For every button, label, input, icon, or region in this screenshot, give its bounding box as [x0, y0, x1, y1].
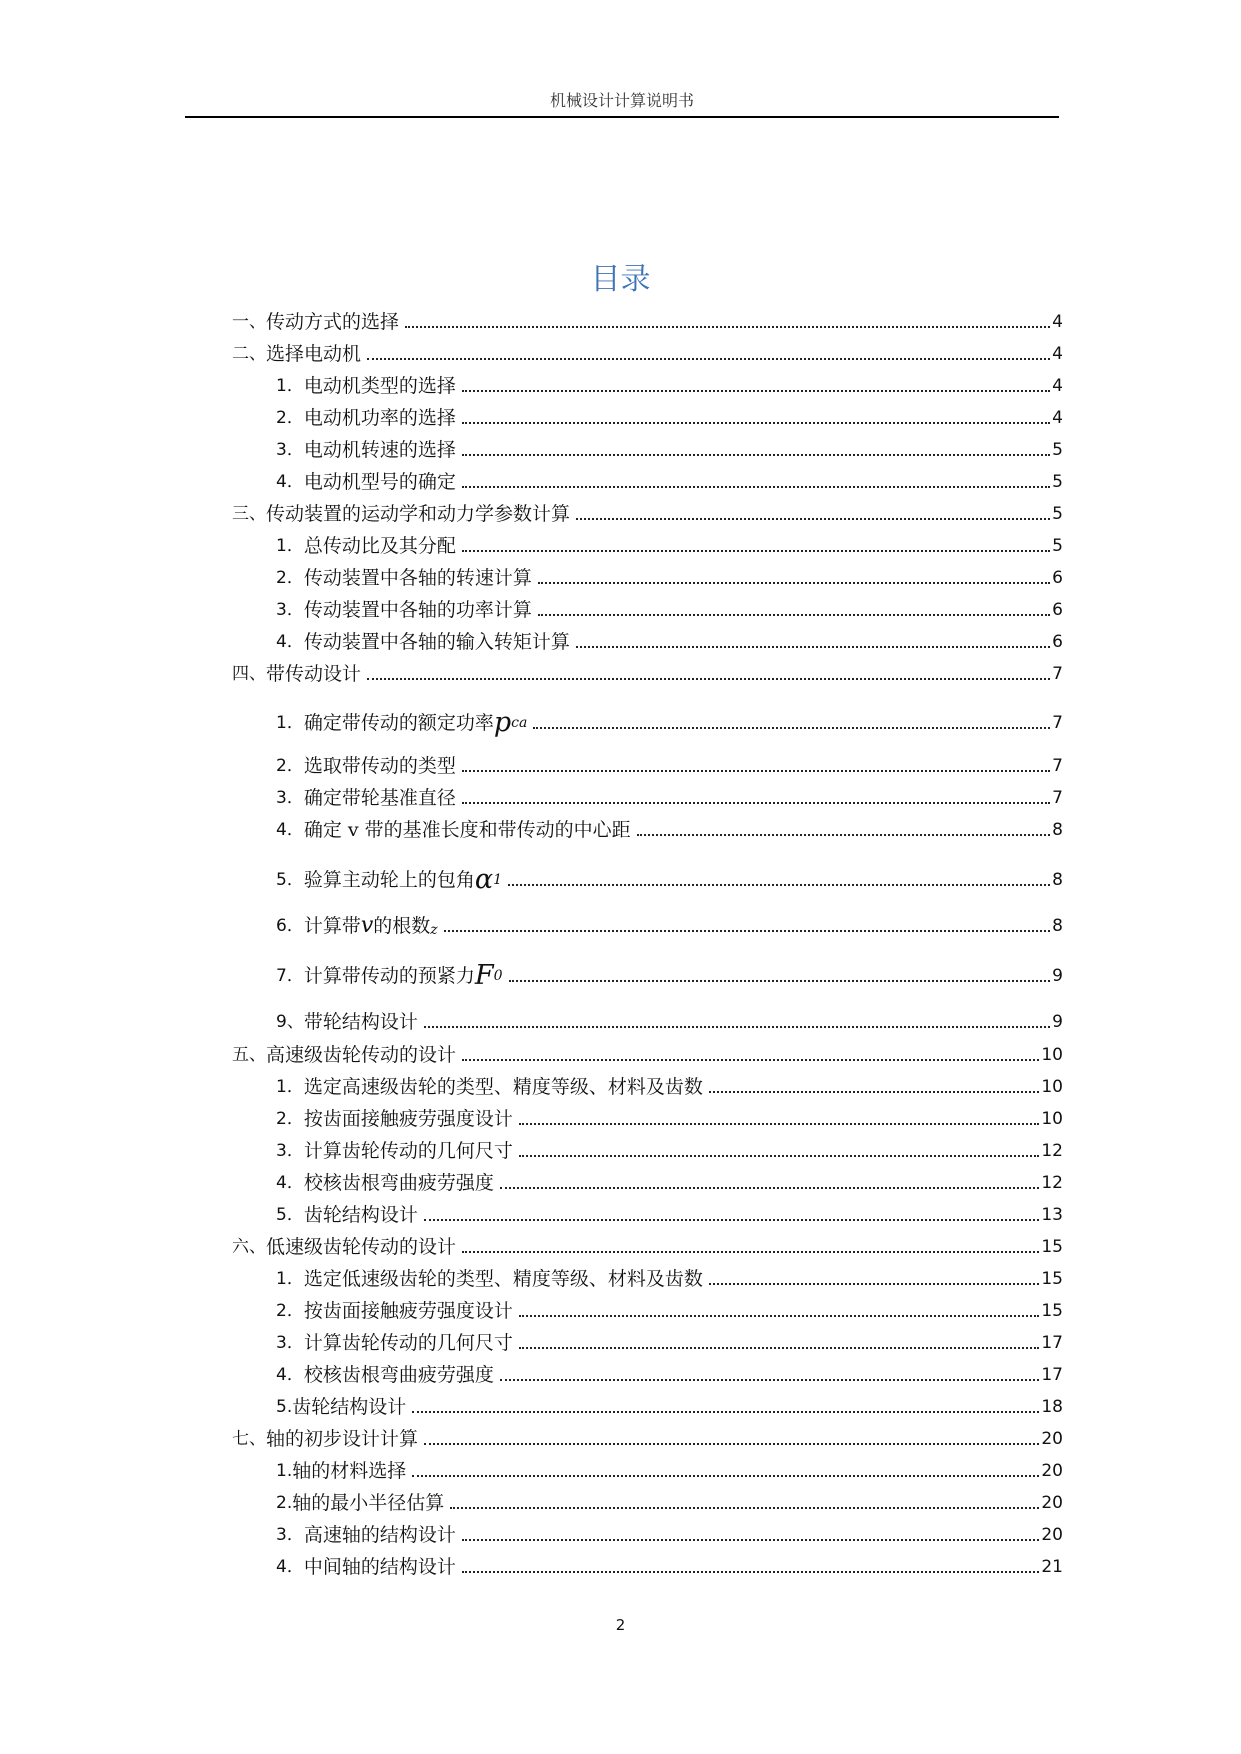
toc-entry-page: 7	[1052, 713, 1063, 733]
toc-dot-leader	[509, 980, 1051, 982]
toc-dot-leader	[576, 518, 1050, 520]
toc-entry-text: 校核齿根弯曲疲劳强度	[303, 1364, 494, 1386]
toc-entry-text: 传动装置的运动学和动力学参数计算	[266, 503, 571, 525]
toc-entry[interactable]	[232, 1235, 1063, 1259]
toc-entry-number: 4．	[276, 1173, 304, 1193]
toc-entry-page: 4	[1052, 312, 1063, 332]
toc-entry-number: 一、	[232, 312, 266, 332]
toc-dot-leader	[412, 1411, 1039, 1413]
toc-entry-text: 计算带传动的预紧力	[303, 965, 475, 987]
toc-entry[interactable]	[276, 1491, 1063, 1515]
toc-entry-page: 6	[1052, 632, 1063, 652]
toc-entry-number: 四、	[232, 664, 266, 684]
toc-entry[interactable]	[276, 438, 1063, 462]
toc-entry-text: 按齿面接触疲劳强度设计	[303, 1300, 513, 1322]
toc-dot-leader	[424, 1443, 1039, 1445]
toc-entry[interactable]	[276, 707, 1063, 738]
toc-dot-leader	[500, 1187, 1040, 1189]
toc-entry-text: 选定低速级齿轮的类型、精度等级、材料及齿数	[303, 1268, 703, 1290]
toc-entry-number: 3．	[276, 788, 304, 808]
toc-entry-text: 验算主动轮上的包角	[303, 869, 475, 891]
toc-entry-text: 选取带传动的类型	[303, 755, 456, 777]
toc-entry[interactable]	[276, 374, 1063, 398]
toc-entry-page: 10	[1041, 1045, 1063, 1065]
toc-entry-text: 传动装置中各轴的功率计算	[303, 599, 532, 621]
toc-dot-leader	[424, 1026, 1050, 1028]
toc-dot-leader	[538, 614, 1050, 616]
toc-entry[interactable]	[276, 1555, 1063, 1579]
header-title: 机械设计计算说明书	[549, 91, 694, 110]
toc-dot-leader	[519, 1315, 1040, 1317]
toc-dot-leader	[462, 1571, 1040, 1573]
toc-entry-text: 电动机转速的选择	[303, 439, 456, 461]
toc-dot-leader	[424, 1219, 1040, 1221]
toc-dot-leader	[533, 727, 1050, 729]
toc-entry-page: 20	[1041, 1429, 1063, 1449]
toc-entry[interactable]	[276, 566, 1063, 590]
toc-entry[interactable]	[232, 662, 1063, 686]
toc-entry-number: 三、	[232, 504, 266, 524]
toc-entry[interactable]	[276, 914, 1063, 938]
toc-entry-text: 计算齿轮传动的几何尺寸	[303, 1140, 513, 1162]
toc-dot-leader	[412, 1475, 1039, 1477]
toc-dot-leader	[405, 326, 1050, 328]
toc-entry[interactable]	[276, 1395, 1063, 1419]
toc-entry-text: 传动装置中各轴的转速计算	[303, 567, 532, 589]
toc-entry-number: 3．	[276, 440, 304, 460]
toc-entry-page: 4	[1052, 376, 1063, 396]
toc-entry-text: 传动方式的选择	[266, 311, 400, 333]
toc-entry-number: 2．	[276, 1301, 304, 1321]
toc-entry[interactable]	[232, 310, 1063, 334]
toc-entry-text: 齿轮结构设计	[303, 1204, 418, 1226]
toc-entry[interactable]	[276, 598, 1063, 622]
toc-entry-page: 8	[1052, 820, 1063, 840]
toc-dot-leader	[462, 454, 1050, 456]
toc-dot-leader	[462, 390, 1050, 392]
toc-dot-leader	[576, 646, 1050, 648]
toc-entry-text: 轴的材料选择	[292, 1460, 407, 1482]
toc-entry-text: 传动装置中各轴的输入转矩计算	[303, 631, 570, 653]
toc-entry-math-symbol: α	[474, 864, 494, 895]
toc-entry-page: 18	[1041, 1397, 1063, 1417]
toc-entry-number: 5．	[276, 1205, 304, 1225]
toc-entry[interactable]	[276, 786, 1063, 810]
toc-entry-text: 计算带	[303, 915, 361, 937]
toc-dot-leader	[538, 582, 1050, 584]
toc-dot-leader	[519, 1123, 1040, 1125]
toc-entry[interactable]	[276, 1203, 1063, 1227]
toc-entry-page: 8	[1052, 870, 1063, 890]
toc-entry-page: 15	[1041, 1301, 1063, 1321]
toc-entry-text: 带传动设计	[266, 663, 362, 685]
toc-entry[interactable]	[276, 1267, 1063, 1291]
toc-entry-text: 高速级齿轮传动的设计	[266, 1044, 457, 1066]
toc-entry[interactable]	[276, 1139, 1063, 1163]
toc-entry-page: 17	[1041, 1365, 1063, 1385]
toc-entry-page: 7	[1052, 664, 1063, 684]
toc-entry[interactable]	[276, 1010, 1063, 1034]
toc-dot-leader	[462, 770, 1050, 772]
toc-entry-text: 轴的初步设计计算	[266, 1428, 419, 1450]
toc-entry[interactable]	[276, 406, 1063, 430]
toc-entry[interactable]	[232, 1427, 1063, 1451]
toc-entry[interactable]	[232, 342, 1063, 366]
toc-entry-page: 15	[1041, 1237, 1063, 1257]
toc-entry-page: 5	[1052, 536, 1063, 556]
toc-entry-page: 5	[1052, 472, 1063, 492]
toc-entry[interactable]	[276, 630, 1063, 654]
toc-entry-page: 12	[1041, 1173, 1063, 1193]
toc-dot-leader	[367, 358, 1050, 360]
toc-dot-leader	[462, 1251, 1039, 1253]
toc-entry[interactable]	[276, 754, 1063, 778]
toc-entry-page: 5	[1052, 504, 1063, 524]
toc-entry-math-symbol: v	[360, 913, 374, 938]
toc-entry-text: 校核齿根弯曲疲劳强度	[303, 1172, 494, 1194]
toc-entry-page: 7	[1052, 788, 1063, 808]
toc-dot-leader	[450, 1507, 1039, 1509]
toc-entry[interactable]	[276, 960, 1063, 991]
toc-entry[interactable]	[276, 1523, 1063, 1547]
toc-entry-number: 5．	[276, 870, 304, 890]
toc-entry-number: 2.	[276, 1493, 293, 1513]
toc-dot-leader	[367, 678, 1050, 680]
toc-entry[interactable]	[276, 1075, 1063, 1099]
toc-entry-math-subscript: 1	[493, 872, 502, 888]
toc-entry-text: 高速轴的结构设计	[303, 1524, 456, 1546]
toc-entry-math-symbol: F	[474, 960, 494, 991]
toc-entry-number: 1．	[276, 1077, 304, 1097]
toc-entry-text: 轴的最小半径估算	[292, 1492, 445, 1514]
toc-entry[interactable]	[276, 818, 1063, 842]
toc-entry-number: 4．	[276, 1557, 304, 1577]
toc-entry[interactable]	[232, 1043, 1063, 1067]
toc-entry-math-tail: z	[430, 922, 438, 938]
toc-entry[interactable]	[276, 1171, 1063, 1195]
toc-entry-page: 20	[1041, 1493, 1063, 1513]
toc-entry-number: 六、	[232, 1237, 266, 1257]
toc-entry-number: 4．	[276, 472, 304, 492]
toc-entry-text: 确定 v 带的基准长度和带传动的中心距	[303, 819, 631, 841]
toc-entry-number: 1．	[276, 376, 304, 396]
toc-entry-number: 5.	[276, 1397, 293, 1417]
toc-dot-leader	[462, 1059, 1039, 1061]
toc-entry-number: 七、	[232, 1429, 266, 1449]
toc-entry-text-after: 的根数	[373, 915, 431, 937]
toc-dot-leader	[462, 1539, 1040, 1541]
toc-dot-leader	[462, 550, 1050, 552]
toc-title: 目录	[590, 262, 651, 297]
toc-dot-leader	[444, 930, 1050, 932]
toc-entry-math-subscript: 0	[493, 968, 503, 984]
toc-entry-page: 17	[1041, 1333, 1063, 1353]
toc-entry-number: 7．	[276, 966, 304, 986]
toc-entry-text: 带轮结构设计	[303, 1011, 418, 1033]
toc-entry-page: 8	[1052, 916, 1063, 936]
toc-entry-number: 3．	[276, 1333, 304, 1353]
toc-entry[interactable]	[276, 1107, 1063, 1131]
toc-entry-text: 电动机类型的选择	[303, 375, 456, 397]
toc-entry-page: 4	[1052, 408, 1063, 428]
toc-entry-number: 3．	[276, 600, 304, 620]
toc-entry-number: 五、	[232, 1045, 266, 1065]
toc-entry-page: 20	[1041, 1461, 1063, 1481]
toc-dot-leader	[462, 422, 1050, 424]
toc-entry-number: 1.	[276, 1461, 293, 1481]
toc-entry-page: 7	[1052, 756, 1063, 776]
toc-entry-text: 确定带轮基准直径	[303, 787, 456, 809]
toc-entry-text: 按齿面接触疲劳强度设计	[303, 1108, 513, 1130]
toc-entry-text: 选定高速级齿轮的类型、精度等级、材料及齿数	[303, 1076, 703, 1098]
page-number: 2	[615, 1616, 626, 1634]
toc-dot-leader	[500, 1379, 1040, 1381]
toc-entry-text: 选择电动机	[266, 343, 362, 365]
toc-dot-leader	[462, 802, 1050, 804]
toc-dot-leader	[519, 1347, 1040, 1349]
toc-entry-number: 1．	[276, 536, 304, 556]
toc-entry-page: 6	[1052, 568, 1063, 588]
toc-entry-number: 4．	[276, 632, 304, 652]
toc-entry-number: 9、	[276, 1012, 304, 1032]
toc-entry-math-symbol: p	[493, 707, 512, 738]
toc-entry[interactable]	[276, 470, 1063, 494]
toc-entry-page: 20	[1041, 1525, 1063, 1545]
toc-entry-number: 2．	[276, 756, 304, 776]
toc-entry[interactable]	[276, 1331, 1063, 1355]
toc-entry-text: 计算齿轮传动的几何尺寸	[303, 1332, 513, 1354]
toc-entry-text: 总传动比及其分配	[303, 535, 456, 557]
toc-entry[interactable]	[276, 534, 1063, 558]
toc-entry-page: 15	[1041, 1269, 1063, 1289]
toc-entry-page: 10	[1041, 1077, 1063, 1097]
toc-entry-page: 13	[1041, 1205, 1063, 1225]
toc-entry-text: 中间轴的结构设计	[303, 1556, 456, 1578]
toc-entry[interactable]	[276, 864, 1063, 895]
toc-entry-number: 4．	[276, 820, 304, 840]
toc-entry-text: 电动机功率的选择	[303, 407, 456, 429]
toc-dot-leader	[709, 1283, 1040, 1285]
toc-entry-number: 1．	[276, 1269, 304, 1289]
toc-entry-number: 2．	[276, 1109, 304, 1129]
toc-entry-page: 5	[1052, 440, 1063, 460]
toc-entry-page: 12	[1041, 1141, 1063, 1161]
toc-entry-number: 3．	[276, 1141, 304, 1161]
toc-entry-page: 9	[1052, 1012, 1063, 1032]
toc-entry-number: 二、	[232, 344, 266, 364]
toc-dot-leader	[637, 834, 1051, 836]
toc-entry-number: 4．	[276, 1365, 304, 1385]
toc-entry-page: 4	[1052, 344, 1063, 364]
toc-entry-math-subscript: ca	[511, 715, 528, 731]
toc-dot-leader	[709, 1091, 1040, 1093]
toc-entry-page: 9	[1052, 966, 1063, 986]
toc-entry[interactable]	[276, 1459, 1063, 1483]
toc-entry-text: 电动机型号的确定	[303, 471, 456, 493]
toc-entry-page: 10	[1041, 1109, 1063, 1129]
toc-entry-text: 齿轮结构设计	[292, 1396, 407, 1418]
toc-entry[interactable]	[276, 1363, 1063, 1387]
toc-dot-leader	[462, 486, 1050, 488]
toc-entry-number: 6．	[276, 916, 304, 936]
toc-entry-number: 2．	[276, 568, 304, 588]
toc-entry[interactable]	[232, 502, 1063, 526]
toc-entry-text: 确定带传动的额定功率	[303, 712, 494, 734]
toc-entry-text: 低速级齿轮传动的设计	[266, 1236, 457, 1258]
toc-entry-page: 6	[1052, 600, 1063, 620]
toc-dot-leader	[519, 1155, 1040, 1157]
toc-entry-page: 21	[1041, 1557, 1063, 1577]
toc-entry-number: 2．	[276, 408, 304, 428]
toc-entry-number: 3．	[276, 1525, 304, 1545]
toc-dot-leader	[508, 884, 1050, 886]
toc-entry-number: 1．	[276, 713, 304, 733]
toc-entry[interactable]	[276, 1299, 1063, 1323]
